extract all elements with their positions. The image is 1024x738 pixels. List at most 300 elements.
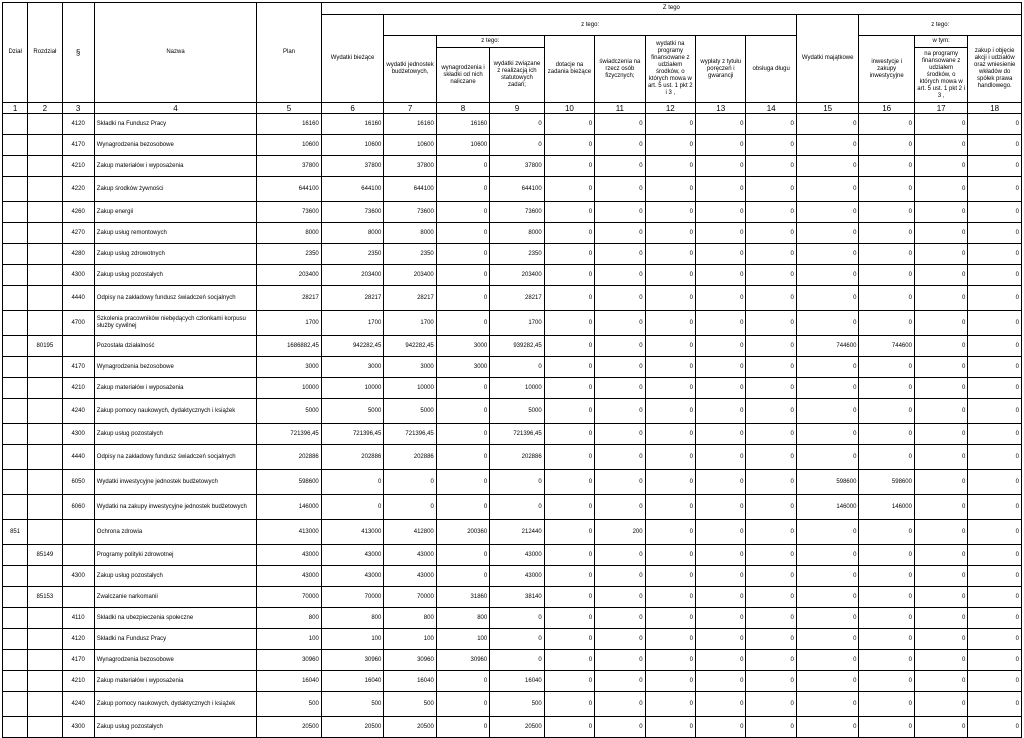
value-cell: 0 — [696, 566, 746, 587]
value-cell: 0 — [490, 470, 544, 495]
value-cell: 0 — [859, 650, 914, 671]
value-cell: 0 — [696, 671, 746, 692]
name-cell: Składki na ubezpieczenia społeczne — [94, 608, 256, 629]
value-cell: 0 — [746, 520, 796, 545]
table-row — [3, 399, 1022, 424]
column-number: 3 — [62, 103, 94, 114]
value-cell: 0 — [696, 608, 746, 629]
value-cell: 0 — [696, 424, 746, 445]
value-cell: 0 — [796, 608, 859, 629]
table-row — [3, 545, 1022, 566]
dzial-cell — [3, 223, 28, 244]
value-cell: 0 — [436, 286, 489, 311]
value-cell: 0 — [914, 399, 967, 424]
value-cell: 0 — [859, 223, 914, 244]
inwestycje-header: inwestycje i zakupy inwestycyjne — [859, 36, 914, 103]
value-cell: 0 — [746, 265, 796, 286]
paragraf-cell: 4120 — [62, 629, 94, 650]
name-cell: Wydatki na zakupy inwestycyjne jednostek budżetowych — [94, 495, 256, 520]
value-cell: 0 — [796, 177, 859, 202]
name-cell: Wydatki inwestycyjne jednostek budżetowych — [94, 470, 256, 495]
value-cell: 0 — [968, 587, 1022, 608]
value-cell: 0 — [696, 545, 746, 566]
value-cell: 30960 — [257, 650, 322, 671]
value-cell: 20500 — [321, 717, 384, 738]
dzial-cell — [3, 311, 28, 336]
paragraf-cell: 4240 — [62, 692, 94, 717]
value-cell: 38140 — [490, 587, 544, 608]
value-cell: 0 — [490, 495, 544, 520]
name-cell: Zakup usług remontowych — [94, 223, 256, 244]
column-number: 7 — [384, 103, 436, 114]
value-cell: 43000 — [384, 545, 436, 566]
paragraf-cell: 4220 — [62, 177, 94, 202]
value-cell: 0 — [859, 156, 914, 177]
value-cell: 0 — [859, 378, 914, 399]
value-cell: 0 — [645, 399, 695, 424]
value-cell: 0 — [645, 671, 695, 692]
table-row — [3, 587, 1022, 608]
value-cell: 0 — [595, 311, 645, 336]
value-cell: 8000 — [257, 223, 322, 244]
name-cell: Zwalczanie narkomanii — [94, 587, 256, 608]
value-cell: 0 — [796, 399, 859, 424]
value-cell: 0 — [914, 587, 967, 608]
name-cell: Składki na Fundusz Pracy — [94, 114, 256, 135]
value-cell: 70000 — [321, 587, 384, 608]
value-cell: 0 — [914, 424, 967, 445]
dzial-cell: 851 — [3, 520, 28, 545]
rozdzial-cell — [28, 629, 62, 650]
rozdzial-cell — [28, 692, 62, 717]
name-cell: Ochrona zdrowia — [94, 520, 256, 545]
paragraf-cell: 4170 — [62, 357, 94, 378]
value-cell: 0 — [595, 587, 645, 608]
name-cell: Zakup pomocy naukowych, dydaktycznych i książek — [94, 692, 256, 717]
value-cell: 3000 — [321, 357, 384, 378]
wydatki-jednostek-header: wydatki jednostek budżetowych, — [384, 36, 436, 103]
name-cell: Pozostała działalność — [94, 336, 256, 357]
value-cell: 0 — [914, 692, 967, 717]
value-cell: 0 — [696, 311, 746, 336]
name-cell: Zakup usług pozostałych — [94, 424, 256, 445]
value-cell: 0 — [796, 265, 859, 286]
value-cell: 0 — [645, 717, 695, 738]
value-cell: 0 — [696, 470, 746, 495]
budget-table-sheet — [2, 2, 1022, 738]
value-cell: 0 — [436, 244, 489, 265]
value-cell: 0 — [746, 135, 796, 156]
table-row — [3, 244, 1022, 265]
paragraf-cell: 4240 — [62, 399, 94, 424]
value-cell: 0 — [544, 629, 594, 650]
dzial-cell — [3, 378, 28, 399]
value-cell: 0 — [544, 470, 594, 495]
value-cell: 16040 — [384, 671, 436, 692]
value-cell: 16160 — [384, 114, 436, 135]
value-cell: 16040 — [321, 671, 384, 692]
value-cell: 0 — [746, 717, 796, 738]
rozdzial-cell — [28, 265, 62, 286]
value-cell: 0 — [968, 378, 1022, 399]
value-cell: 0 — [645, 311, 695, 336]
value-cell: 0 — [859, 244, 914, 265]
value-cell: 0 — [490, 650, 544, 671]
value-cell: 0 — [595, 608, 645, 629]
value-cell: 0 — [796, 286, 859, 311]
name-cell: Wynagrodzenia bezosobowe — [94, 650, 256, 671]
value-cell: 0 — [436, 156, 489, 177]
column-number: 15 — [796, 103, 859, 114]
value-cell: 0 — [859, 520, 914, 545]
value-cell: 0 — [595, 202, 645, 223]
value-cell: 0 — [859, 629, 914, 650]
value-cell: 0 — [796, 311, 859, 336]
value-cell: 203400 — [490, 265, 544, 286]
value-cell: 0 — [914, 202, 967, 223]
value-cell: 0 — [746, 671, 796, 692]
value-cell: 0 — [595, 336, 645, 357]
value-cell: 43000 — [490, 545, 544, 566]
zakup-objecie-header: zakup i objęcie akcji i udziałów oraz wniesienie wkładów do spółek prawa handlowego. — [968, 36, 1022, 103]
name-cell: Zakup środków żywności — [94, 177, 256, 202]
value-cell: 0 — [696, 336, 746, 357]
value-cell: 0 — [914, 717, 967, 738]
value-cell: 0 — [746, 202, 796, 223]
value-cell: 0 — [436, 424, 489, 445]
value-cell: 0 — [645, 692, 695, 717]
col-dzial-header: Dział — [3, 3, 28, 103]
value-cell: 8000 — [490, 223, 544, 244]
value-cell: 0 — [544, 424, 594, 445]
value-cell: 0 — [746, 587, 796, 608]
value-cell: 43000 — [490, 566, 544, 587]
value-cell: 0 — [645, 202, 695, 223]
value-cell: 0 — [968, 495, 1022, 520]
value-cell: 0 — [968, 424, 1022, 445]
value-cell: 0 — [436, 311, 489, 336]
value-cell: 0 — [595, 244, 645, 265]
value-cell: 0 — [490, 357, 544, 378]
value-cell: 0 — [914, 311, 967, 336]
value-cell: 0 — [796, 135, 859, 156]
value-cell: 1700 — [321, 311, 384, 336]
value-cell: 100 — [321, 629, 384, 650]
rozdzial-cell — [28, 717, 62, 738]
name-cell: Zakup usług pozostałych — [94, 265, 256, 286]
value-cell: 0 — [436, 445, 489, 470]
value-cell: 0 — [968, 223, 1022, 244]
table-row — [3, 608, 1022, 629]
value-cell: 0 — [645, 156, 695, 177]
value-cell: 0 — [645, 424, 695, 445]
na-programy-header: na programy finansowane z udziałem środków, o których mowa w art. 5 ust. 1 pkt 2 i 3 , — [914, 48, 967, 103]
dzial-cell — [3, 692, 28, 717]
value-cell: 0 — [645, 608, 695, 629]
table-row — [3, 156, 1022, 177]
value-cell: 3000 — [436, 357, 489, 378]
value-cell: 500 — [384, 692, 436, 717]
value-cell: 0 — [696, 286, 746, 311]
value-cell: 202886 — [384, 445, 436, 470]
value-cell: 0 — [796, 650, 859, 671]
col-plan-header: Plan — [257, 3, 322, 103]
value-cell: 0 — [645, 495, 695, 520]
value-cell: 0 — [968, 399, 1022, 424]
value-cell: 0 — [914, 470, 967, 495]
rozdzial-cell: 85153 — [28, 587, 62, 608]
value-cell: 146000 — [796, 495, 859, 520]
value-cell: 0 — [595, 156, 645, 177]
value-cell: 0 — [696, 495, 746, 520]
value-cell: 0 — [914, 545, 967, 566]
value-cell: 16040 — [257, 671, 322, 692]
table-row — [3, 202, 1022, 223]
value-cell: 0 — [696, 520, 746, 545]
value-cell: 0 — [595, 470, 645, 495]
value-cell: 0 — [796, 671, 859, 692]
value-cell: 0 — [968, 286, 1022, 311]
value-cell: 413000 — [257, 520, 322, 545]
value-cell: 0 — [746, 336, 796, 357]
value-cell: 16160 — [436, 114, 489, 135]
value-cell: 598600 — [859, 470, 914, 495]
value-cell: 0 — [746, 114, 796, 135]
value-cell: 10000 — [321, 378, 384, 399]
column-number: 9 — [490, 103, 544, 114]
col-rozdzial-header: Rozdział — [28, 3, 62, 103]
z-tego-jednostek-header: z tego: — [436, 36, 544, 48]
value-cell: 800 — [384, 608, 436, 629]
value-cell: 0 — [968, 520, 1022, 545]
rozdzial-cell — [28, 177, 62, 202]
value-cell: 0 — [746, 650, 796, 671]
value-cell: 721396,45 — [257, 424, 322, 445]
value-cell: 0 — [595, 445, 645, 470]
table-row — [3, 692, 1022, 717]
name-cell: Programy polityki zdrowotnej — [94, 545, 256, 566]
value-cell: 20500 — [257, 717, 322, 738]
value-cell: 0 — [796, 445, 859, 470]
dzial-cell — [3, 244, 28, 265]
value-cell: 1686882,45 — [257, 336, 322, 357]
value-cell: 0 — [914, 286, 967, 311]
value-cell: 0 — [696, 202, 746, 223]
dzial-cell — [3, 566, 28, 587]
value-cell: 0 — [436, 202, 489, 223]
obsluga-dlugu-header: obsługa długu — [746, 36, 796, 103]
value-cell: 30960 — [436, 650, 489, 671]
value-cell: 0 — [544, 286, 594, 311]
value-cell: 0 — [645, 520, 695, 545]
rozdzial-cell — [28, 424, 62, 445]
value-cell: 73600 — [384, 202, 436, 223]
rozdzial-cell — [28, 357, 62, 378]
value-cell: 0 — [746, 399, 796, 424]
value-cell: 0 — [436, 470, 489, 495]
rozdzial-cell: 85149 — [28, 545, 62, 566]
value-cell: 0 — [595, 692, 645, 717]
value-cell: 0 — [544, 692, 594, 717]
value-cell: 0 — [968, 470, 1022, 495]
value-cell: 10600 — [436, 135, 489, 156]
value-cell: 744600 — [859, 336, 914, 357]
value-cell: 5000 — [384, 399, 436, 424]
value-cell: 203400 — [384, 265, 436, 286]
value-cell: 0 — [859, 202, 914, 223]
value-cell: 3000 — [384, 357, 436, 378]
table-row — [3, 495, 1022, 520]
table-row — [3, 265, 1022, 286]
value-cell: 598600 — [257, 470, 322, 495]
value-cell: 43000 — [384, 566, 436, 587]
value-cell: 0 — [746, 566, 796, 587]
value-cell: 0 — [645, 587, 695, 608]
value-cell: 0 — [968, 629, 1022, 650]
column-number: 4 — [94, 103, 256, 114]
value-cell: 0 — [796, 114, 859, 135]
value-cell: 0 — [796, 378, 859, 399]
rozdzial-cell — [28, 445, 62, 470]
value-cell: 8000 — [384, 223, 436, 244]
value-cell: 0 — [968, 608, 1022, 629]
value-cell: 800 — [436, 608, 489, 629]
value-cell: 202886 — [321, 445, 384, 470]
rozdzial-cell — [28, 378, 62, 399]
dzial-cell — [3, 357, 28, 378]
value-cell: 0 — [746, 156, 796, 177]
value-cell: 0 — [595, 566, 645, 587]
value-cell: 0 — [436, 223, 489, 244]
value-cell: 0 — [696, 357, 746, 378]
value-cell: 0 — [914, 520, 967, 545]
value-cell: 0 — [490, 135, 544, 156]
column-number: 18 — [968, 103, 1022, 114]
value-cell: 0 — [859, 265, 914, 286]
dzial-cell — [3, 650, 28, 671]
value-cell: 0 — [696, 650, 746, 671]
value-cell: 2350 — [321, 244, 384, 265]
dzial-cell — [3, 587, 28, 608]
dzial-cell — [3, 135, 28, 156]
rozdzial-cell — [28, 650, 62, 671]
value-cell: 43000 — [257, 566, 322, 587]
value-cell: 0 — [436, 717, 489, 738]
dzial-cell — [3, 608, 28, 629]
value-cell: 0 — [914, 495, 967, 520]
value-cell: 0 — [968, 311, 1022, 336]
paragraf-cell: 4260 — [62, 202, 94, 223]
value-cell: 100 — [257, 629, 322, 650]
value-cell: 800 — [321, 608, 384, 629]
rozdzial-cell — [28, 202, 62, 223]
value-cell: 0 — [544, 717, 594, 738]
name-cell: Zakup pomocy naukowych, dydaktycznych i książek — [94, 399, 256, 424]
value-cell: 744600 — [796, 336, 859, 357]
dzial-cell — [3, 717, 28, 738]
paragraf-cell: 4270 — [62, 223, 94, 244]
value-cell: 0 — [696, 445, 746, 470]
value-cell: 0 — [696, 177, 746, 202]
value-cell: 0 — [859, 135, 914, 156]
value-cell: 0 — [595, 114, 645, 135]
value-cell: 0 — [595, 629, 645, 650]
name-cell: Zakup usług zdrowotnych — [94, 244, 256, 265]
value-cell: 0 — [968, 336, 1022, 357]
dzial-cell — [3, 399, 28, 424]
table-row — [3, 378, 1022, 399]
value-cell: 203400 — [257, 265, 322, 286]
value-cell: 0 — [544, 114, 594, 135]
value-cell: 0 — [595, 286, 645, 311]
wydatki-majatkowe-header: Wydatki majątkowe — [796, 15, 859, 103]
column-number: 11 — [595, 103, 645, 114]
name-cell: Składki na Fundusz Pracy — [94, 629, 256, 650]
value-cell: 0 — [796, 244, 859, 265]
value-cell: 10600 — [384, 135, 436, 156]
column-number: 16 — [859, 103, 914, 114]
value-cell: 0 — [746, 445, 796, 470]
paragraf-cell: 4120 — [62, 114, 94, 135]
z-tego-majatkowe-header: z tego: — [859, 15, 1022, 36]
table-row — [3, 470, 1022, 495]
value-cell: 0 — [968, 202, 1022, 223]
table-header — [3, 3, 1022, 114]
table-row — [3, 286, 1022, 311]
name-cell: Zakup materiałów i wyposażenia — [94, 378, 256, 399]
value-cell: 37800 — [384, 156, 436, 177]
paragraf-cell: 6060 — [62, 495, 94, 520]
rozdzial-cell — [28, 608, 62, 629]
value-cell: 73600 — [257, 202, 322, 223]
value-cell: 0 — [595, 378, 645, 399]
paragraf-cell: 4110 — [62, 608, 94, 629]
value-cell: 0 — [645, 629, 695, 650]
value-cell: 10000 — [490, 378, 544, 399]
value-cell: 0 — [645, 445, 695, 470]
value-cell: 0 — [544, 399, 594, 424]
name-cell: Zakup usług pozostałych — [94, 566, 256, 587]
value-cell: 0 — [544, 244, 594, 265]
value-cell: 70000 — [384, 587, 436, 608]
z-tego-biezace-header: z tego: — [384, 15, 797, 36]
value-cell: 0 — [859, 311, 914, 336]
value-cell: 0 — [696, 378, 746, 399]
value-cell: 0 — [436, 671, 489, 692]
value-cell: 412800 — [384, 520, 436, 545]
rozdzial-cell — [28, 156, 62, 177]
value-cell: 0 — [968, 357, 1022, 378]
value-cell: 0 — [859, 692, 914, 717]
col-nazwa-header: Nazwa — [94, 3, 256, 103]
value-cell: 0 — [436, 265, 489, 286]
value-cell: 500 — [321, 692, 384, 717]
value-cell: 0 — [968, 566, 1022, 587]
value-cell: 0 — [914, 223, 967, 244]
value-cell: 500 — [490, 692, 544, 717]
value-cell: 0 — [696, 244, 746, 265]
column-number: 6 — [321, 103, 384, 114]
value-cell: 70000 — [257, 587, 322, 608]
value-cell: 0 — [796, 566, 859, 587]
value-cell: 0 — [796, 520, 859, 545]
value-cell: 0 — [595, 424, 645, 445]
value-cell: 10000 — [257, 378, 322, 399]
value-cell: 0 — [696, 629, 746, 650]
column-number: 13 — [696, 103, 746, 114]
rozdzial-cell — [28, 520, 62, 545]
value-cell: 0 — [746, 357, 796, 378]
